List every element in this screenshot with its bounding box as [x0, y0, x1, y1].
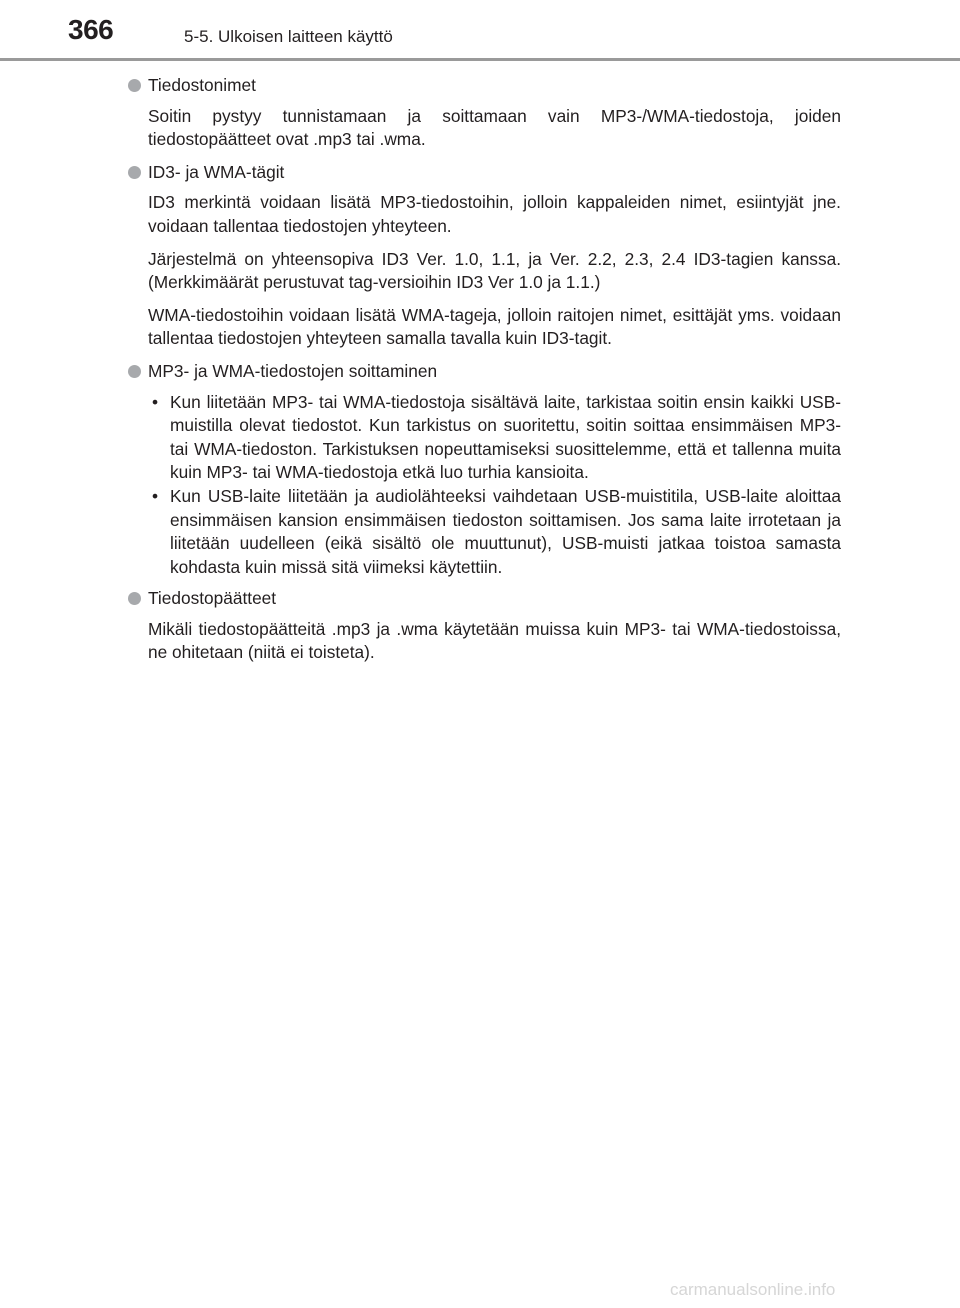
section-title: 5-5. Ulkoisen laitteen käyttö [184, 27, 393, 46]
section-filenames [126, 74, 841, 152]
page-content [126, 74, 841, 674]
watermark: carmanualsonline.info [670, 1280, 836, 1299]
section-heading [126, 161, 841, 185]
paragraph: Mikäli tiedostopäätteitä .mp3 ja .wma käytetään muissa kuin MP3- tai WMA-tiedostoissa, ne ohitetaan (niitä ei toisteta). [148, 618, 841, 663]
list-item-text: Kun liitetään MP3- tai WMA-tiedostoja sisältävä laite, tarkistaa soitin ensin kaikki USB-muistilla olevat tiedostot. Kun tarkistus on suoritettu, soitin soittaa ensimmäisen MP3- tai WMA-tiedoston. Tarkistuksen nopeuttamiseksi suosittelemme, että et tallenna muita kuin MP3- tai WMA-tiedostoja etkä luo turhia kansioita. [170, 391, 841, 483]
circle-bullet-icon [128, 365, 141, 378]
list-item [148, 391, 841, 485]
heading-text: Tiedostonimet [148, 75, 256, 95]
header-divider [0, 58, 960, 61]
paragraph: Soitin pystyy tunnistamaan ja soittamaan vain MP3-/WMA-tiedostoja, joiden tiedostopäätteet ovat .mp3 tai .wma. [148, 105, 841, 150]
list-item [148, 485, 841, 579]
list-marker: • [152, 391, 159, 412]
section-heading [126, 360, 841, 384]
heading-text: MP3- ja WMA-tiedostojen soittaminen [148, 360, 438, 381]
section-playback [126, 360, 841, 579]
circle-bullet-icon [128, 79, 141, 92]
paragraph: Järjestelmä on yhteensopiva ID3 Ver. 1.0, 1.1, ja Ver. 2.2, 2.3, 2.4 ID3-tagien kanssa. (Merkkimäärät perustuvat tag-versioihin ID3 Ver 1.0 ja 1.1.) [148, 248, 841, 293]
page-number: 366 [68, 14, 114, 45]
list-marker: • [152, 485, 159, 506]
paragraph: WMA-tiedostoihin voidaan lisätä WMA-tageja, jolloin raitojen nimet, esittäjät yms. voidaan tallentaa tiedostojen yhteyteen samalla tavalla kuin ID3-tagit. [148, 304, 841, 349]
list-item-text: Kun USB-laite liitetään ja audiolähteeksi vaihdetaan USB-muistitila, USB-laite aloittaa ensimmäisen kansion ensimmäisen tiedoston soittamisen. Jos sama laite irrotetaan ja liitetään uudelleen (eikä sisältö ole muuttunut), USB-muisti jatkaa toistoa samasta kohdasta kuin missä sitä viimeksi käytettiin. [170, 485, 841, 577]
heading-text: ID3- ja WMA-tägit [148, 161, 285, 182]
section-file-extensions [126, 587, 841, 665]
circle-bullet-icon [128, 592, 141, 605]
bullet-list [148, 391, 841, 580]
heading-text: Tiedostopäätteet [148, 588, 277, 609]
paragraph: ID3 merkintä voidaan lisätä MP3-tiedostoihin, jolloin kappaleiden nimet, esiintyjät jne. voidaan tallentaa tiedostojen yhteyteen. [148, 192, 841, 236]
section-heading [126, 587, 841, 611]
page-header [0, 0, 960, 60]
circle-bullet-icon [128, 166, 141, 179]
section-id3-wma-tags [126, 161, 841, 351]
section-heading [126, 74, 841, 98]
